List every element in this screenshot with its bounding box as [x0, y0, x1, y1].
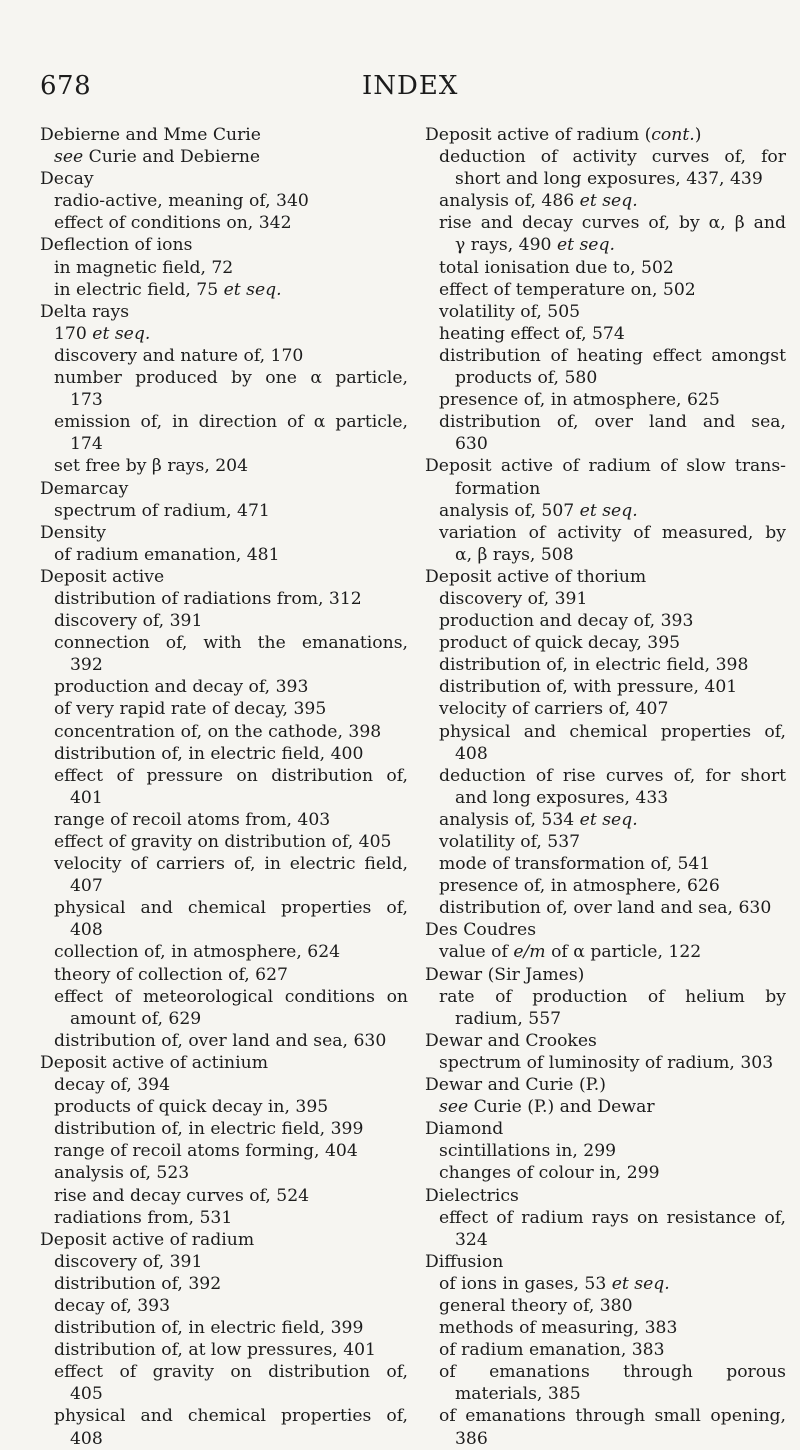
index-entry: effect of temperature on, 502: [439, 279, 696, 300]
index-entry: distribution of heating effect amongst: [439, 345, 786, 366]
index-heading: Diffusion: [425, 1251, 504, 1272]
index-entry: range of recoil atoms forming, 404: [54, 1141, 358, 1162]
index-entry: heating effect of, 574: [439, 323, 625, 344]
index-entry: effect of pressure on distribution of,: [54, 765, 408, 786]
index-entry: effect of gravity on distribution of, 405: [54, 832, 392, 852]
index-entry: connection of, with the emanations,: [54, 633, 408, 654]
index-entry: in magnetic field, 72: [54, 257, 234, 278]
index-entry: rate of production of helium by: [439, 986, 786, 1007]
index-entry: collection of, in atmosphere, 624: [54, 942, 341, 963]
index-entry: value of e/m of α particle, 122: [439, 942, 702, 963]
index-entry: distribution of, in electric field, 400: [54, 743, 364, 764]
index-entry: 401: [70, 787, 103, 808]
index-entry: emission of, in direction of α particle,: [54, 412, 408, 433]
page-title: INDEX: [362, 71, 459, 101]
index-entry: discovery of, 391: [54, 1251, 203, 1272]
index-heading: Decay: [40, 169, 94, 190]
index-heading: Density: [40, 522, 106, 543]
index-entry: discovery and nature of, 170: [54, 345, 304, 366]
index-heading: Deflection of ions: [40, 235, 193, 256]
index-entry: products of, 580: [455, 368, 598, 389]
index-entry: of emanations through porous: [439, 1362, 786, 1383]
index-entry: α, β rays, 508: [455, 544, 574, 565]
index-entry: total ionisation due to, 502: [439, 257, 674, 278]
index-entry: product of quick decay, 395: [439, 633, 681, 654]
index-entry: velocity of carriers of, 407: [439, 699, 669, 720]
index-entry: effect of radium rays on resistance of,: [439, 1207, 786, 1228]
index-heading: Dielectrics: [425, 1185, 519, 1206]
index-column-right: [425, 124, 786, 1450]
index-entry: presence of, in atmosphere, 626: [439, 876, 720, 897]
index-entry: presence of, in atmosphere, 625: [439, 390, 720, 411]
index-entry: velocity of carriers of, in electric field,: [54, 854, 408, 875]
index-entry: production and decay of, 393: [54, 677, 309, 698]
index-entry: distribution of, in electric field, 399: [54, 1119, 364, 1140]
index-entry: γ rays, 490 et seq.: [455, 235, 615, 256]
index-entry: concentration of, on the cathode, 398: [54, 721, 382, 742]
index-entry: analysis of, 507 et seq.: [439, 500, 638, 521]
index-entry: 630: [455, 434, 488, 455]
index-entry: decay of, 393: [54, 1295, 171, 1316]
index-entry: of very rapid rate of decay, 395: [54, 699, 327, 720]
index-entry: in electric field, 75 et seq.: [54, 279, 282, 300]
index-heading: Deposit active of radium of slow trans-: [425, 456, 786, 477]
index-entry: 408: [455, 743, 488, 764]
index-entry: 170 et seq.: [54, 323, 151, 344]
index-entry: distribution of, in electric field, 399: [54, 1318, 364, 1339]
index-entry: of radium emanation, 481: [54, 544, 280, 565]
index-entry: distribution of, over land and sea, 630: [439, 898, 772, 919]
index-entry: 408: [70, 920, 103, 941]
index-heading: Deposit active of radium (cont.): [425, 125, 702, 145]
index-heading: Deposit active of thorium: [425, 566, 647, 587]
index-heading: Dewar and Curie (P.): [425, 1075, 606, 1096]
index-heading: Dewar (Sir James): [425, 964, 585, 985]
index-entry: volatility of, 537: [439, 832, 581, 852]
index-entry: distribution of, over land and sea,: [439, 412, 786, 433]
index-heading: Deposit active of actinium: [40, 1052, 268, 1073]
index-entry: analysis of, 534 et seq.: [439, 809, 638, 830]
index-entry: 392: [70, 655, 103, 676]
index-entry: rise and decay curves of, 524: [54, 1185, 310, 1206]
index-entry: radium, 557: [455, 1008, 562, 1029]
index-entry: distribution of, at low pressures, 401: [54, 1340, 376, 1361]
index-entry: mode of transformation of, 541: [439, 854, 711, 875]
index-entry: distribution of, with pressure, 401: [439, 677, 738, 698]
index-entry: range of recoil atoms from, 403: [54, 809, 331, 830]
index-entry: effect of conditions on, 342: [54, 213, 292, 234]
index-heading: Deposit active: [40, 566, 165, 587]
index-entry: rise and decay curves of, by α, β and: [439, 213, 786, 234]
index-entry: and long exposures, 433: [455, 787, 669, 808]
index-entry: of ions in gases, 53 et seq.: [439, 1273, 670, 1294]
index-entry: of radium emanation, 383: [439, 1340, 665, 1361]
page-number: 678: [40, 71, 92, 101]
index-entry: 408: [70, 1428, 103, 1449]
index-entry: amount of, 629: [70, 1008, 202, 1029]
index-entry: 174: [70, 434, 103, 455]
index-column-left: [40, 124, 408, 1450]
index-entry: number produced by one α particle,: [54, 368, 408, 389]
index-entry: variation of activity of measured, by: [439, 522, 786, 543]
index-entry: materials, 385: [455, 1384, 581, 1405]
index-entry: physical and chemical properties of,: [54, 1406, 408, 1427]
index-heading: Debierne and Mme Curie: [40, 125, 261, 145]
index-entry: spectrum of radium, 471: [54, 500, 270, 521]
index-entry: deduction of rise curves of, for short: [439, 765, 786, 786]
index-entry: volatility of, 505: [439, 301, 581, 322]
index-entry: physical and chemical properties of,: [439, 721, 786, 742]
index-heading: Deposit active of radium: [40, 1229, 255, 1250]
index-entry: short and long exposures, 437, 439: [455, 169, 763, 190]
index-entry: scintillations in, 299: [439, 1141, 617, 1162]
index-entry: effect of meteorological conditions on: [54, 986, 408, 1007]
index-entry: formation: [455, 478, 541, 499]
index-entry: decay of, 394: [54, 1075, 171, 1096]
index-entry: discovery of, 391: [439, 588, 588, 609]
index-entry: distribution of, in electric field, 398: [439, 655, 749, 676]
index-entry: spectrum of luminosity of radium, 303: [439, 1052, 774, 1073]
index-entry: changes of colour in, 299: [439, 1163, 660, 1184]
index-entry: distribution of, 392: [54, 1273, 222, 1294]
index-entry: 173: [70, 390, 103, 411]
index-heading: Delta rays: [40, 301, 130, 322]
index-entry: theory of collection of, 627: [54, 964, 288, 985]
index-entry: production and decay of, 393: [439, 611, 694, 632]
index-entry: set free by β rays, 204: [54, 456, 249, 477]
index-heading: Des Coudres: [425, 920, 537, 941]
index-entry: methods of measuring, 383: [439, 1318, 678, 1339]
index-entry: radio-active, meaning of, 340: [54, 191, 309, 212]
index-entry: 386: [455, 1428, 488, 1449]
index-entry: distribution of radiations from, 312: [54, 588, 362, 609]
index-heading: Demarcay: [40, 478, 129, 499]
index-heading: Dewar and Crookes: [425, 1030, 597, 1051]
index-entry: 324: [455, 1229, 488, 1250]
index-entry: general theory of, 380: [439, 1295, 633, 1316]
index-entry: effect of gravity on distribution of,: [54, 1362, 408, 1383]
index-entry: see Curie (P.) and Dewar: [439, 1097, 655, 1118]
index-entry: physical and chemical properties of,: [54, 898, 408, 919]
index-entry: radiations from, 531: [54, 1207, 233, 1228]
index-heading: Diamond: [425, 1119, 504, 1140]
index-entry: see Curie and Debierne: [54, 147, 261, 168]
index-entry: deduction of activity curves of, for: [439, 147, 786, 168]
index-entry: distribution of, over land and sea, 630: [54, 1030, 387, 1051]
index-entry: 405: [70, 1384, 103, 1405]
index-entry: discovery of, 391: [54, 611, 203, 632]
index-entry: 407: [70, 876, 103, 897]
index-entry: analysis of, 486 et seq.: [439, 191, 638, 212]
index-entry: products of quick decay in, 395: [54, 1097, 329, 1118]
index-entry: analysis of, 523: [54, 1163, 190, 1184]
index-entry: of emanations through small opening,: [439, 1406, 786, 1427]
